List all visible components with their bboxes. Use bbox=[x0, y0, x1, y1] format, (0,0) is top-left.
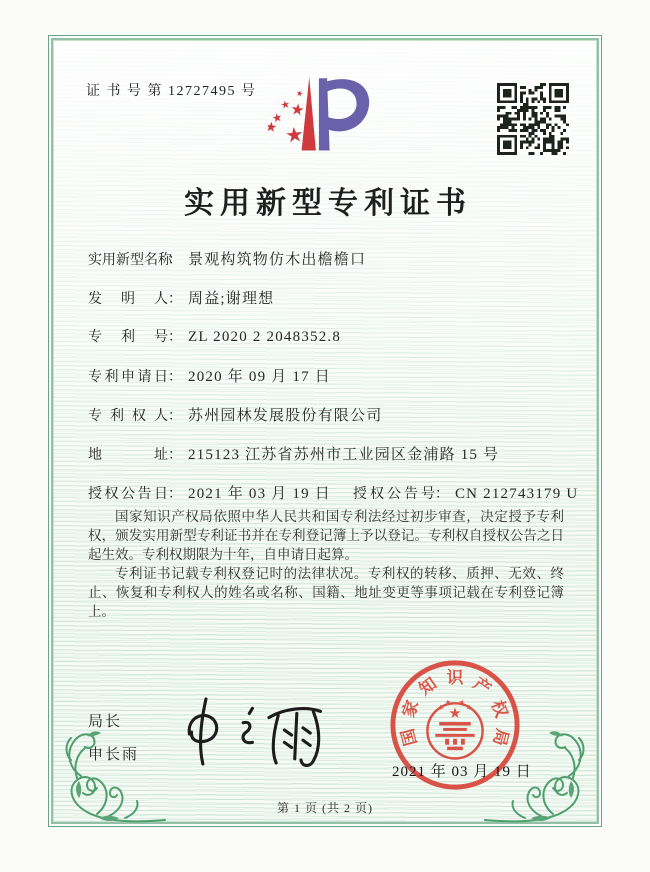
certificate-number: 证 书 号 第 12727495 号 bbox=[86, 84, 257, 99]
legal-paragraph-1: 国家知识产权局依照中华人民共和国专利法经过初步审查，决定授予专利权，颁发实用新型专利证书并在专利登记簿上予以登记。专利权自授权公告之日起生效。专利权期限为十年，自申请日起算。 bbox=[88, 509, 564, 562]
field-value: CN 212743179 U bbox=[454, 486, 579, 502]
national-emblem-icon bbox=[427, 699, 482, 759]
seal-char: 局 bbox=[489, 726, 513, 748]
seal-date: 2021 年 03 月 19 日 bbox=[392, 764, 532, 780]
field-utility-model-name bbox=[88, 248, 568, 287]
field-value: 周益;谢理想 bbox=[188, 291, 275, 307]
colon: ： bbox=[168, 292, 182, 307]
seal-char: 国 bbox=[397, 726, 421, 748]
page-number: 第 1 页 (共 2 页) bbox=[277, 801, 373, 815]
field-address bbox=[88, 443, 568, 482]
handwritten-signature bbox=[175, 693, 335, 769]
seal-char: 家 bbox=[398, 697, 423, 720]
field-filing-date bbox=[88, 365, 568, 404]
field-patentee bbox=[88, 404, 568, 443]
colon: ： bbox=[168, 487, 182, 502]
qr-code bbox=[497, 83, 569, 155]
field-label: 地址 bbox=[88, 448, 168, 463]
cnipa-logo-icon bbox=[268, 74, 380, 168]
field-label: 专利权人 bbox=[88, 409, 168, 424]
field-label: 授权公告日 bbox=[88, 487, 168, 502]
field-label: 实用新型名称 bbox=[88, 253, 172, 268]
field-list bbox=[88, 248, 579, 521]
field-label: 授权公告号 bbox=[352, 487, 435, 502]
field-value: 2020 年 09 月 17 日 bbox=[188, 369, 331, 385]
signer-title: 局长 bbox=[88, 713, 123, 730]
field-label: 发明人 bbox=[88, 292, 168, 307]
certificate-title: 实用新型专利证书 bbox=[184, 187, 472, 220]
colon: ： bbox=[168, 409, 182, 424]
field-value: 215123 江苏省苏州市工业园区金浦路 15 号 bbox=[188, 447, 500, 463]
colon: ： bbox=[168, 370, 182, 385]
colon: ： bbox=[168, 253, 182, 268]
field-value: 苏州园林发展股份有限公司 bbox=[188, 408, 383, 424]
seal-char: 权 bbox=[487, 697, 512, 720]
colon: ： bbox=[168, 330, 182, 345]
field-patent-number bbox=[88, 326, 568, 365]
field-value: ZL 2020 2 2048352.8 bbox=[188, 329, 342, 345]
colon: ： bbox=[434, 487, 449, 502]
signer-name: 申长雨 bbox=[88, 746, 140, 763]
seal-char: 知 bbox=[415, 673, 441, 699]
seal-char: 识 bbox=[446, 668, 464, 688]
field-inventors bbox=[88, 287, 568, 326]
colon: ： bbox=[168, 448, 182, 463]
seal-char: 产 bbox=[469, 673, 495, 699]
field-label: 专利号 bbox=[88, 330, 168, 345]
legal-paragraph-2: 专利证书记载专利权登记时的法律状况。专利权的转移、质押、无效、终止、恢复和专利权人的姓名或名称、国籍、地址变更等事项记载在专利登记簿上。 bbox=[88, 566, 564, 619]
legal-text bbox=[88, 507, 564, 621]
field-value: 2021 年 03 月 19 日 bbox=[188, 486, 331, 502]
field-value: 景观构筑物仿木出檐檐口 bbox=[188, 252, 367, 268]
field-label: 专利申请日 bbox=[88, 370, 168, 385]
